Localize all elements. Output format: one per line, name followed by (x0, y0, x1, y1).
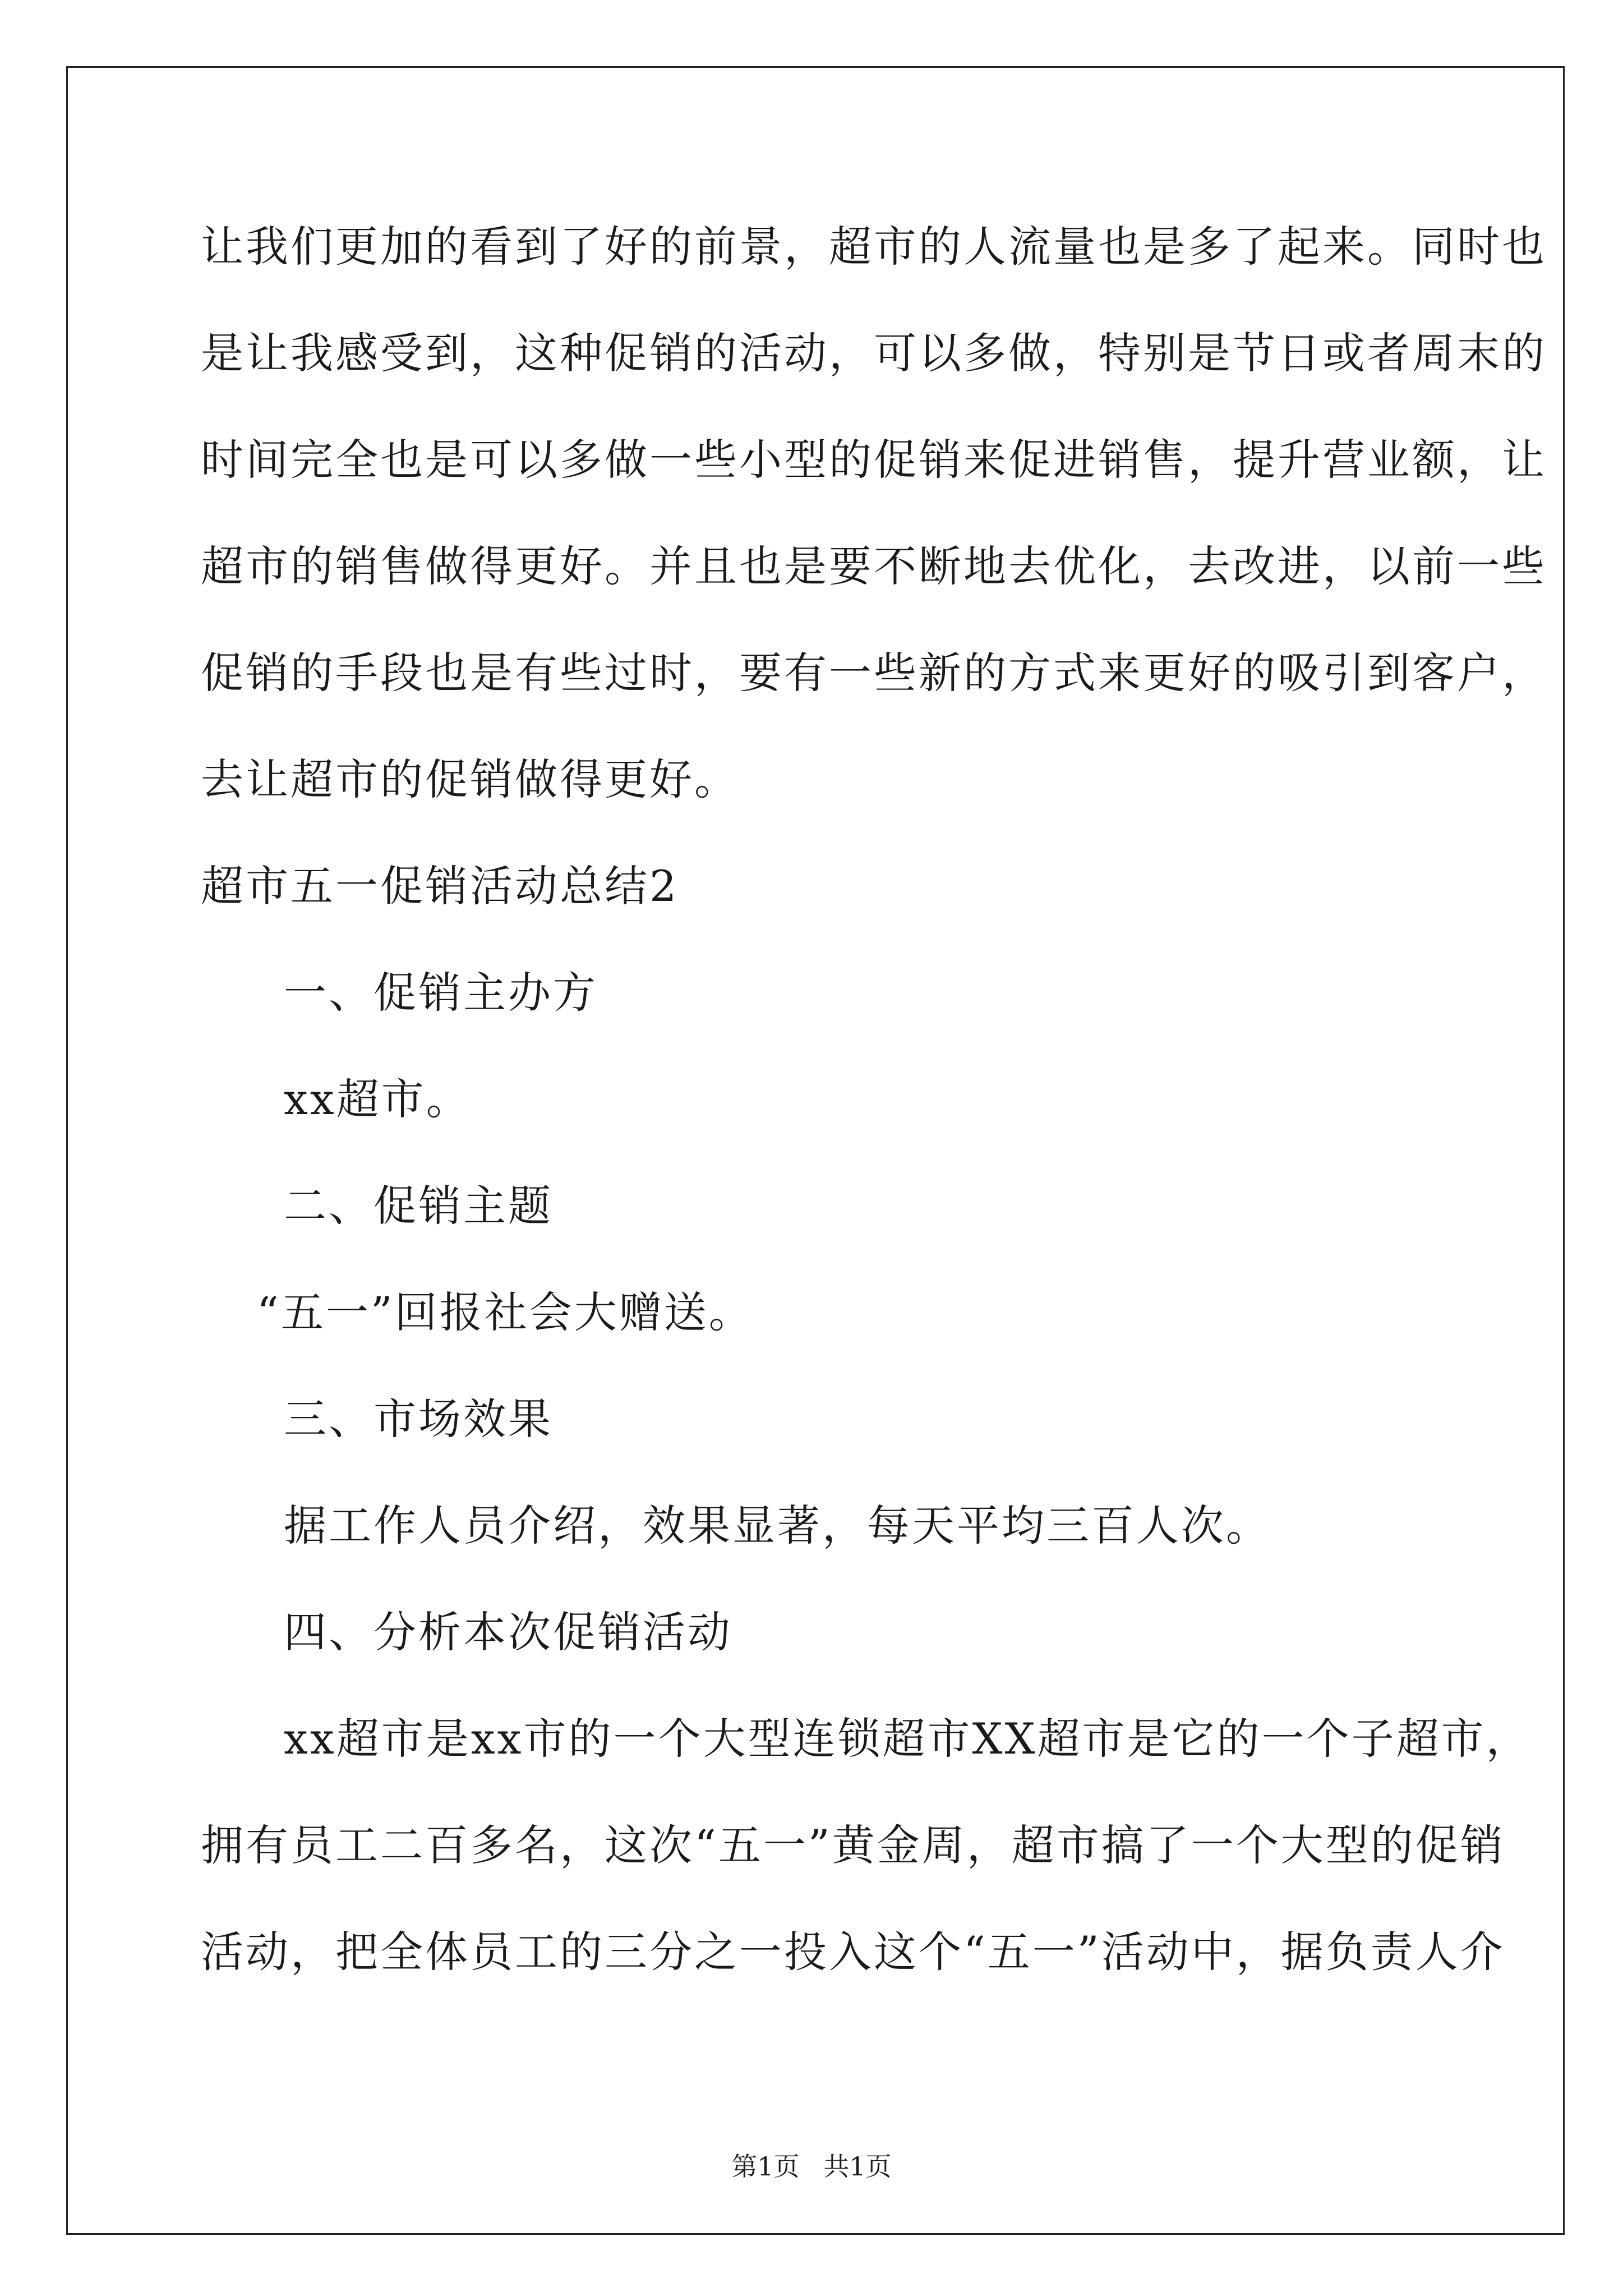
section-heading: 三、市场效果 (284, 1394, 553, 1444)
paragraph-line: 超市的销售做得更好。并且也是要不断地去优化，去改进，以前一些 (201, 541, 1547, 591)
section-heading: 四、分析本次促销活动 (284, 1607, 732, 1657)
paragraph-line: 是让我感受到，这种促销的活动，可以多做，特别是节日或者周末的 (201, 328, 1547, 378)
paragraph-line: 促销的手段也是有些过时，要有一些新的方式来更好的吸引到客户， (201, 648, 1547, 698)
paragraph-line: “五一”回报社会大赠送。 (257, 1287, 754, 1337)
page-footer (0, 2150, 1623, 2183)
paragraph-line: 让我们更加的看到了好的前景，超市的人流量也是多了起来。同时也 (201, 222, 1547, 272)
section-heading: 一、促销主办方 (284, 968, 598, 1018)
page-number: 第1页 (731, 2151, 800, 2182)
section-title: 超市五一促销活动总结2 (201, 861, 679, 911)
paragraph-line: 时间完全也是可以多做一些小型的促销来促进销售，提升营业额，让 (201, 435, 1547, 485)
page-border (66, 66, 1565, 2235)
section-heading: 二、促销主题 (284, 1181, 553, 1231)
paragraph-line: xx超市是xx市的一个大型连锁超市XX超市是它的一个子超市， (284, 1714, 1531, 1764)
page-total: 共1页 (823, 2151, 892, 2182)
paragraph-line: xx超市。 (284, 1074, 471, 1124)
paragraph-line: 去让超市的促销做得更好。 (201, 754, 739, 804)
paragraph-line: 活动，把全体员工的三分之一投入这个“五一”活动中，据负责人介 (201, 1927, 1505, 1977)
paragraph-line: 据工作人员介绍，效果显著，每天平均三百人次。 (284, 1501, 1271, 1550)
paragraph-line: 拥有员工二百多名，这次“五一”黄金周，超市搞了一个大型的促销 (201, 1820, 1505, 1870)
